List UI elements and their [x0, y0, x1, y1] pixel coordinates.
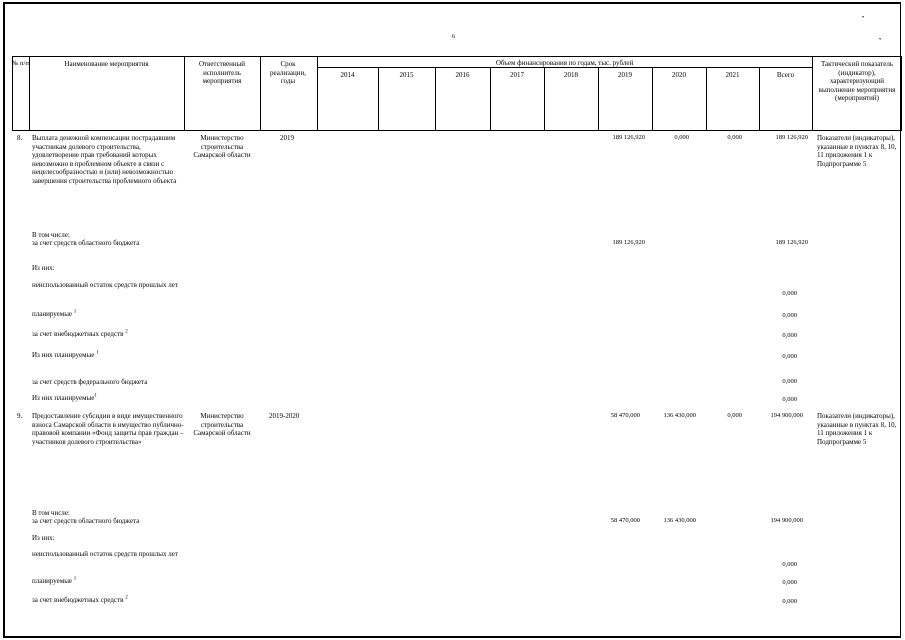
item9-num: 9.	[17, 412, 23, 420]
col-line	[901, 56, 902, 130]
item8-2021: 0,000	[727, 134, 742, 141]
item9-regional-2020: 136 430,000	[663, 517, 696, 524]
header-indicator: Тактический показатель (индикатор), характеризующий выполнение мероприятия (мероприятий)	[818, 60, 896, 103]
item8-extrabudget-total: 0,000	[782, 332, 797, 339]
item8-extrabudget: за счет внебюджетных средств $^2$	[32, 329, 128, 338]
item8-federal: за счет средств федерального бюджета	[32, 378, 148, 386]
col-line	[260, 56, 261, 130]
header-bottom-rule	[12, 130, 902, 131]
item8-planned-total: 0,000	[782, 312, 797, 319]
item9-extrabudget: за счет внебюджетных средств $^2$	[32, 595, 128, 604]
item9-unused: неиспользованный остаток средств прошлых лет	[32, 550, 178, 558]
header-executor: Ответственный исполнитель мероприятия	[198, 60, 246, 86]
header-year: 2014	[340, 71, 355, 79]
item8-of-them: Из них:	[32, 264, 55, 272]
header-name: Наименование мероприятия	[64, 60, 149, 68]
item8-executor: Министерство строительства Самарской области	[193, 134, 251, 160]
item8-indicator: Показатели (индикаторы), указанные в пунктах 8, 10, 11 приложения 1 к Подпрограмме 5	[817, 134, 897, 168]
item8-2020: 0,000	[674, 134, 689, 141]
item8-of-them-planned2-total: 0,000	[782, 396, 797, 403]
header-year: 2019	[618, 71, 632, 79]
item9-regional: за счет средств областного бюджета	[32, 517, 140, 525]
item9-term: 2019-2020	[269, 412, 300, 420]
scan-speck: •	[879, 37, 882, 43]
item9-total: 194 900,000	[770, 412, 803, 419]
page-border-left	[3, 2, 5, 638]
item9-including: В том числе:	[32, 509, 70, 517]
item9-2019: 58 470,000	[610, 412, 640, 419]
header-year: 2018	[564, 71, 578, 79]
item9-name: Предоставление субсидии в виде имущественного взноса Самарской области в имущество публично-правовой компании «Фонд защиты прав граждан – участников долевого строительства»	[32, 412, 184, 446]
item8-of-them-planned: Из них планируемые $^1$	[32, 350, 99, 359]
header-year: 2020	[672, 71, 686, 79]
item8-regional: за счет средств областного бюджета	[32, 239, 140, 247]
header-term: Срок реализации, годы	[270, 60, 306, 86]
header-funding: Объем финансирования по годам, тыс. рублей	[495, 59, 634, 67]
header-year: 2015	[399, 71, 414, 79]
item8-of-them-planned-total: 0,000	[782, 353, 797, 360]
page-number: 6	[452, 34, 455, 40]
item8-of-them-planned2: Из них планируемые$^1$	[32, 393, 97, 402]
header-num: № п/п	[12, 60, 29, 67]
scan-speck: •	[862, 15, 865, 21]
header-total: Всего	[776, 71, 795, 79]
item8-federal-total: 0,000	[782, 378, 797, 385]
page-border-top	[4, 2, 901, 4]
page-border-bottom	[4, 636, 901, 638]
col-line	[812, 56, 813, 130]
item8-term: 2019	[280, 134, 294, 142]
item8-name: Выплата денежной компенсации пострадавшим участникам долевого строительства, удовлетворение прав требований которых невозможно в проблемном объекте в связи с нецелесообразностью и (или) невозможностью завершения строительства проблемного объекта	[32, 134, 177, 185]
col-line	[184, 56, 185, 130]
item8-unused: неиспользованный остаток средств прошлых лет	[32, 281, 178, 289]
item9-extrabudget-total: 0,000	[782, 598, 797, 605]
header-year: 2016	[455, 71, 470, 79]
item8-unused-total: 0,000	[782, 290, 797, 297]
item8-regional-total: 189 126,920	[775, 239, 808, 246]
item8-planned: планируемые $^1$	[32, 309, 77, 318]
item9-planned-total: 0,000	[782, 579, 797, 586]
item9-of-them: Из них:	[32, 534, 55, 542]
header-year: 2017	[510, 71, 524, 79]
item8-regional-2019: 189 126,920	[612, 239, 645, 246]
header-top-rule	[12, 56, 902, 57]
item9-regional-total: 194 900,000	[770, 517, 803, 524]
item8-including: В том числе:	[32, 231, 70, 239]
item9-indicator: Показатели (индикаторы), указанные в пунктах 8, 10, 11 приложения 1 к Подпрограмме 5	[817, 412, 897, 446]
item9-2020: 136 430,000	[663, 412, 696, 419]
item9-unused-total: 0,000	[782, 561, 797, 568]
item8-num: 8.	[17, 134, 23, 142]
item8-total: 189 126,920	[775, 134, 808, 141]
item9-planned: планируемые $^1$	[32, 576, 77, 585]
item9-regional-2019: 58 470,000	[610, 517, 640, 524]
header-year: 2021	[725, 71, 740, 79]
item9-2021: 0,000	[727, 412, 742, 419]
item8-2019: 189 126,920	[612, 134, 645, 141]
item9-executor: Министерство строительства Самарской области	[193, 412, 251, 438]
